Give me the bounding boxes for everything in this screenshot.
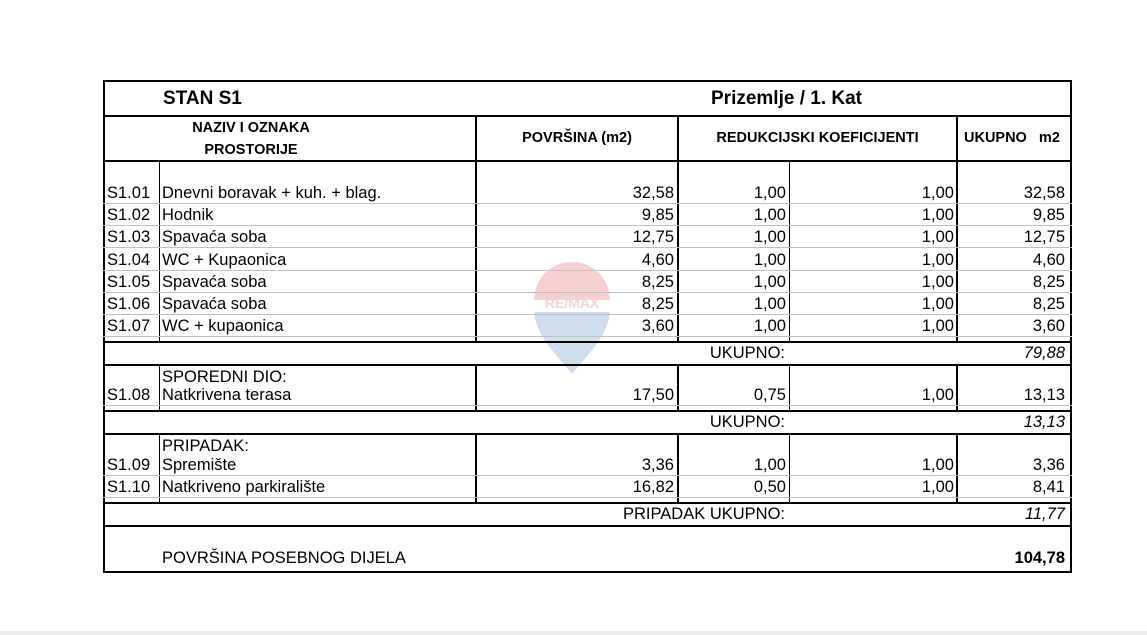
room-total: 32,58 xyxy=(1023,184,1065,202)
room-code: S1.01 xyxy=(107,184,151,202)
room-code: S1.08 xyxy=(107,386,151,404)
room-name: Dnevni boravak + kuh. + blag. xyxy=(162,184,382,202)
room-name: Natkrivena terasa xyxy=(162,386,292,404)
room-coef1: 1,00 xyxy=(753,228,786,247)
room-total: 13,13 xyxy=(1023,386,1065,404)
room-code: S1.06 xyxy=(107,295,151,313)
room-code: S1.09 xyxy=(107,456,151,474)
room-area: 8,25 xyxy=(641,272,674,291)
room-area: 17,50 xyxy=(632,386,674,404)
room-total: 8,41 xyxy=(1032,478,1065,497)
row-rule xyxy=(103,336,1072,337)
row-rule xyxy=(103,497,1072,498)
room-area: 12,75 xyxy=(632,228,674,247)
room-total: 3,60 xyxy=(1032,317,1065,336)
secondary-total-label: UKUPNO: xyxy=(709,413,785,431)
room-name: Spavaća soba xyxy=(162,295,267,313)
room-coef2: 1,00 xyxy=(921,228,954,247)
row-rule xyxy=(103,314,1072,315)
room-coef2: 1,00 xyxy=(921,272,954,291)
room-code: S1.03 xyxy=(107,228,151,247)
secondary-heading: SPOREDNI DIO: xyxy=(162,368,287,386)
row-rule xyxy=(103,475,1072,476)
header-coefficients: REDUKCIJSKI KOEFICIJENTI xyxy=(716,130,919,146)
room-coef2: 1,00 xyxy=(921,456,954,474)
room-code: S1.10 xyxy=(107,478,151,497)
room-coef2: 1,00 xyxy=(921,250,954,269)
room-coef1: 1,00 xyxy=(753,206,786,225)
row-rule xyxy=(103,247,1072,248)
header-total: UKUPNO m2 xyxy=(964,130,1060,146)
grand-total-value: 104,78 xyxy=(1014,549,1065,567)
area-table xyxy=(103,80,1072,573)
room-area: 8,25 xyxy=(641,295,674,313)
room-name: WC + kupaonica xyxy=(162,317,284,336)
room-area: 16,82 xyxy=(632,478,674,497)
room-total: 8,25 xyxy=(1032,272,1065,291)
appurtenance-total-value: 11,77 xyxy=(1024,505,1065,523)
row-rule xyxy=(103,225,1072,226)
header-name-line1: NAZIV I OZNAKA xyxy=(192,120,310,136)
room-coef2: 1,00 xyxy=(921,184,954,202)
room-coef1: 1,00 xyxy=(753,272,786,291)
floor-title: Prizemlje / 1. Kat xyxy=(711,88,863,109)
room-coef2: 1,00 xyxy=(921,317,954,336)
row-rule xyxy=(103,405,1072,406)
room-total: 9,85 xyxy=(1032,206,1065,225)
room-name: Spremište xyxy=(162,456,237,474)
room-coef1: 0,50 xyxy=(753,478,786,497)
room-code: S1.05 xyxy=(107,272,151,291)
room-area: 32,58 xyxy=(632,184,674,202)
room-name: Spavaća soba xyxy=(162,228,267,247)
room-coef2: 1,00 xyxy=(921,478,954,497)
room-name: Hodnik xyxy=(162,206,214,225)
room-coef1: 0,75 xyxy=(753,386,786,404)
main-total-label: UKUPNO: xyxy=(709,344,785,362)
room-name: WC + Kupaonica xyxy=(162,250,287,269)
row-rule xyxy=(103,203,1072,204)
room-coef2: 1,00 xyxy=(921,206,954,225)
appurtenance-heading: PRIPADAK: xyxy=(162,437,249,455)
room-coef1: 1,00 xyxy=(753,250,786,269)
room-total: 3,36 xyxy=(1032,456,1065,474)
room-area: 9,85 xyxy=(641,206,674,225)
room-code: S1.04 xyxy=(107,250,151,269)
room-name: Natkriveno parkiralište xyxy=(162,478,326,497)
room-coef1: 1,00 xyxy=(753,295,786,313)
room-coef1: 1,00 xyxy=(753,317,786,336)
grand-total-label: POVRŠINA POSEBNOG DIJELA xyxy=(162,549,406,567)
bottom-bar xyxy=(0,631,1147,635)
row-rule xyxy=(103,270,1072,271)
header-name-line2: PROSTORIJE xyxy=(204,142,298,158)
room-code: S1.02 xyxy=(107,206,151,225)
room-total: 8,25 xyxy=(1032,295,1065,313)
appurtenance-total-label: PRIPADAK UKUPNO: xyxy=(623,505,785,523)
room-total: 12,75 xyxy=(1023,228,1065,247)
room-coef1: 1,00 xyxy=(753,456,786,474)
room-coef1: 1,00 xyxy=(753,184,786,202)
main-total-value: 79,88 xyxy=(1023,344,1065,362)
room-area: 3,36 xyxy=(641,456,674,474)
room-name: Spavaća soba xyxy=(162,272,267,291)
watermark-text: RE/MAX xyxy=(544,295,600,311)
room-area: 3,60 xyxy=(641,317,674,336)
room-area: 4,60 xyxy=(641,250,674,269)
header-area: POVRŠINA (m2) xyxy=(522,130,632,146)
apartment-title: STAN S1 xyxy=(163,88,242,109)
room-total: 4,60 xyxy=(1032,250,1065,269)
row-rule xyxy=(103,292,1072,293)
room-coef2: 1,00 xyxy=(921,386,954,404)
secondary-total-value: 13,13 xyxy=(1023,413,1065,431)
room-code: S1.07 xyxy=(107,317,151,336)
room-coef2: 1,00 xyxy=(921,295,954,313)
